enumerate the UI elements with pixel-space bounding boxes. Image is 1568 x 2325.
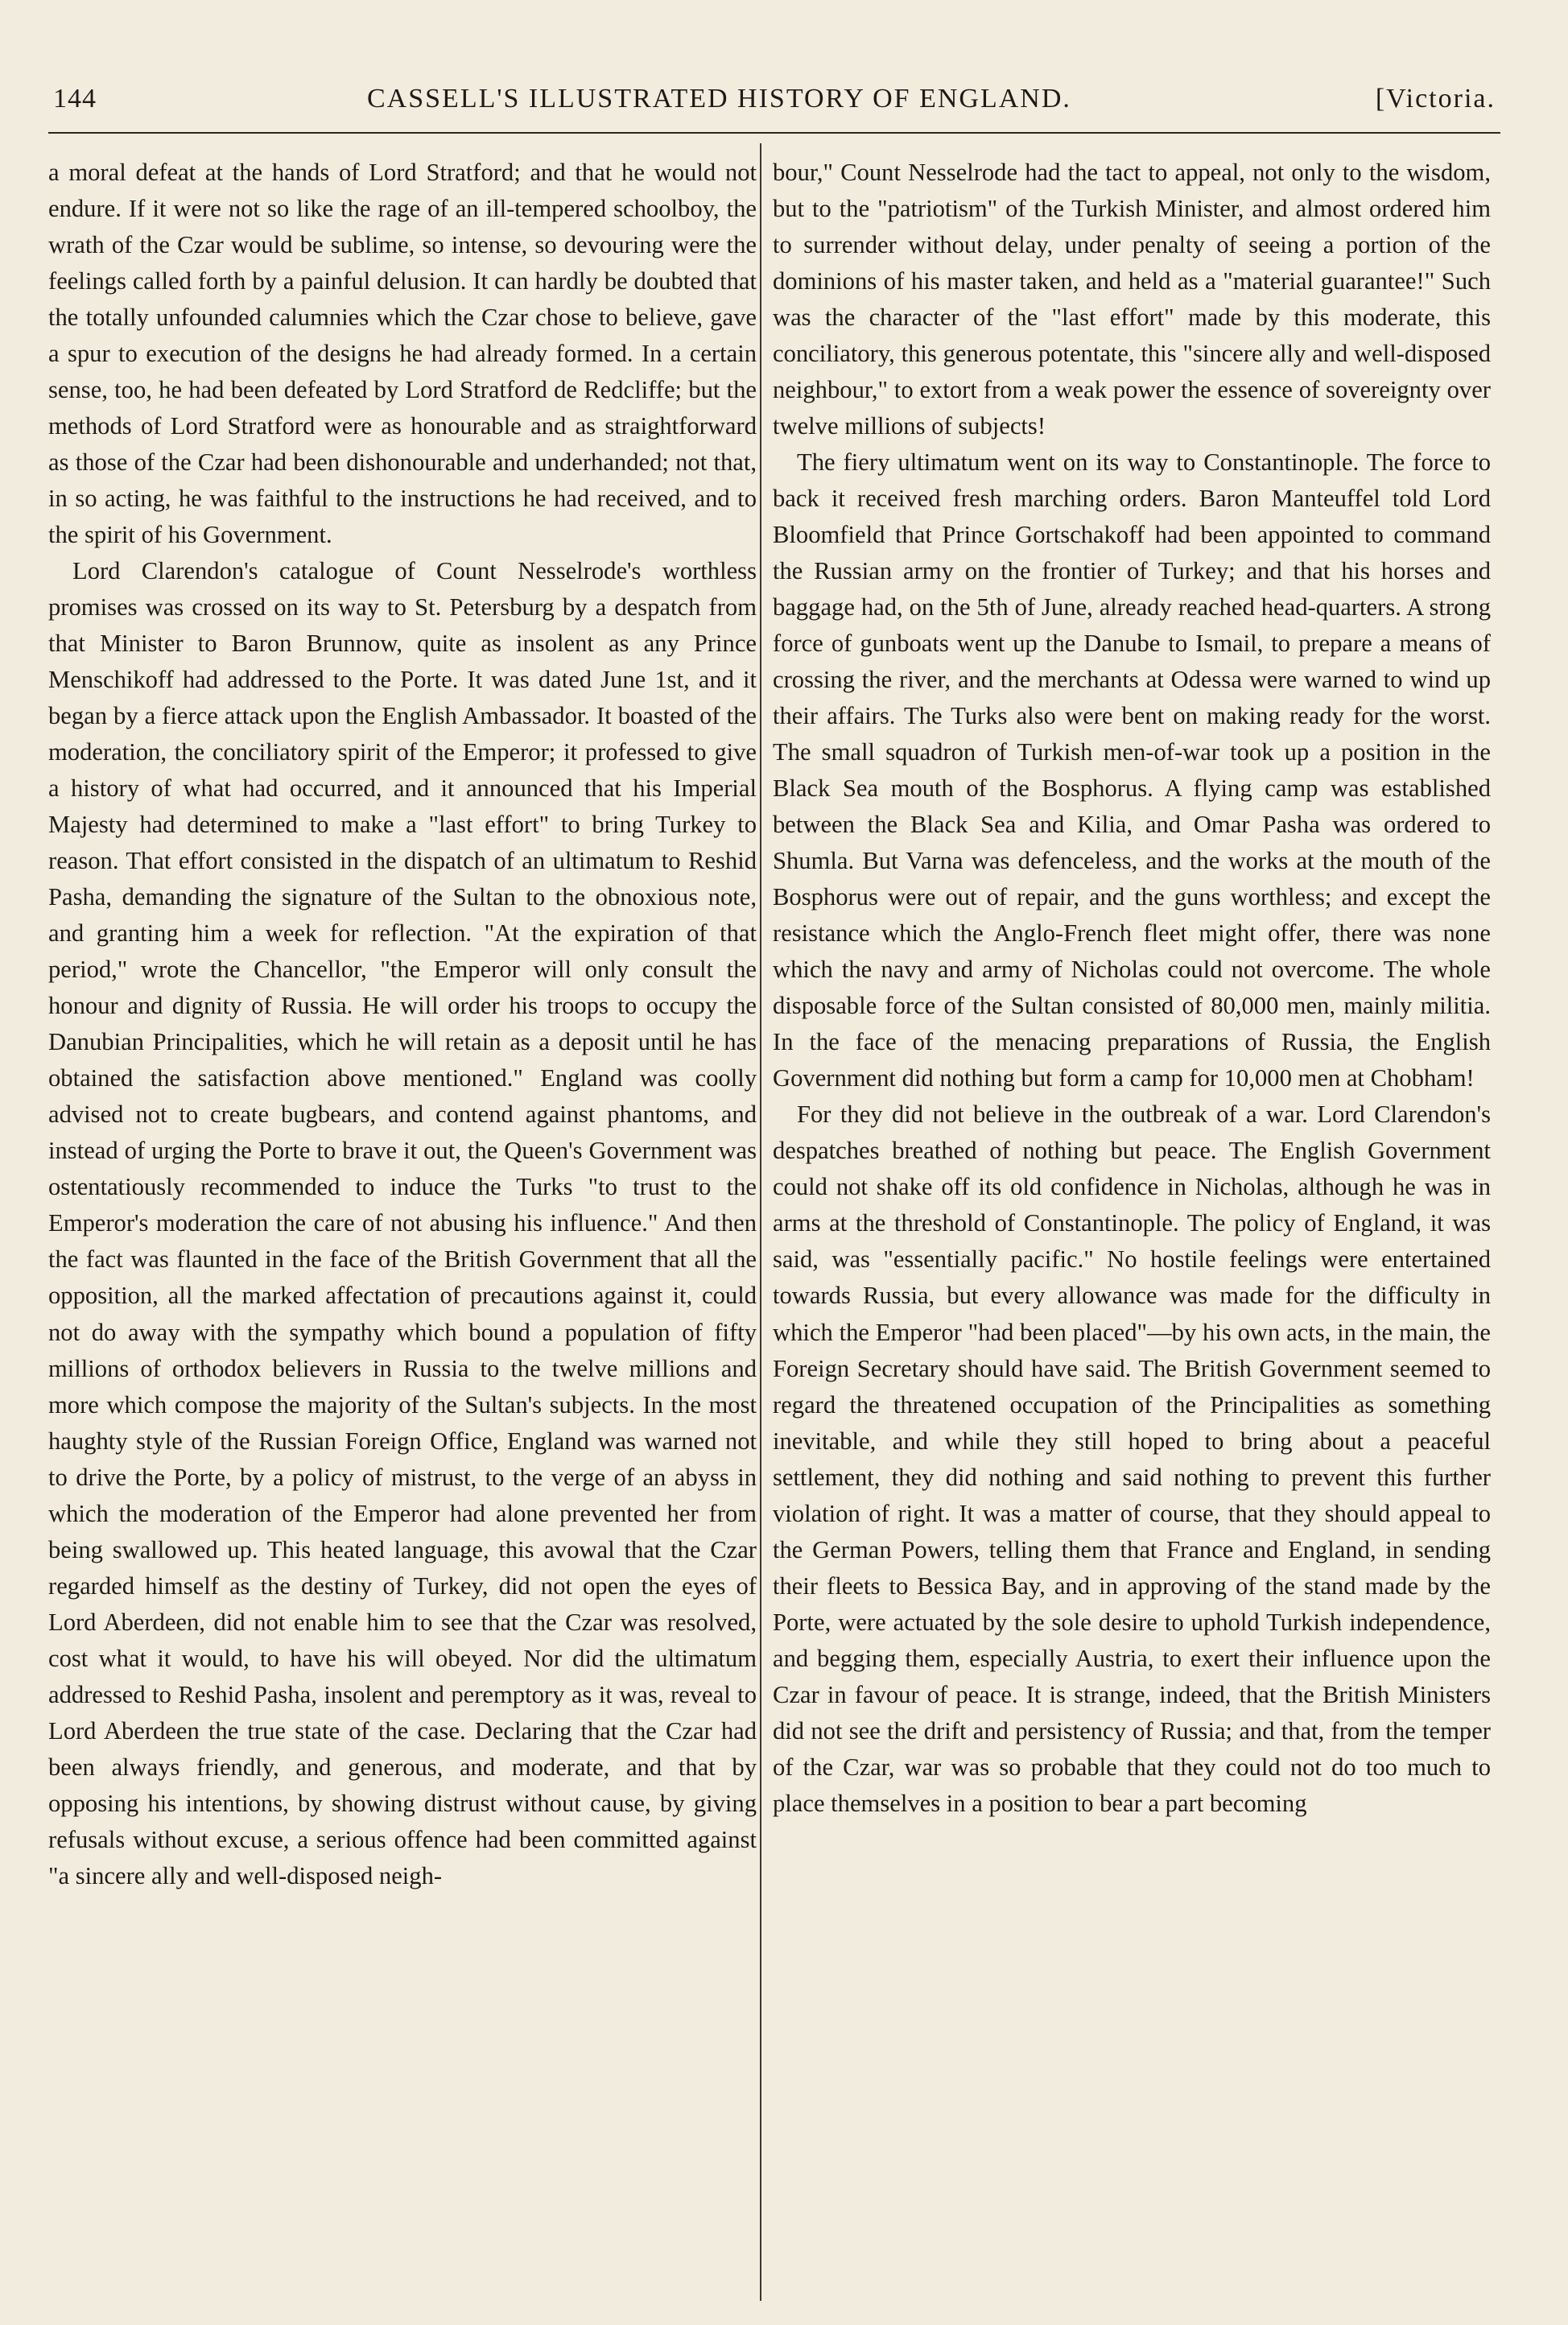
left-column bbox=[48, 155, 757, 1894]
column-divider bbox=[760, 143, 761, 2301]
running-head bbox=[53, 84, 1496, 124]
left-paragraph-1: a moral defeat at the hands of Lord Stratford; and that he would not endure. If it were not so like the rage of an ill-tempered schoolboy, the wrath of the Czar would be sublime, so intense, so devouring were the feelings called forth by a painful delusion. It can hardly be doubted that the totally unfounded calumnies which the Czar chose to believe, gave a spur to execution of the designs he had already formed. In a certain sense, too, he had been defeated by Lord Stratford de Redcliffe; but the methods of Lord Stratford were as honourable and as straightforward as those of the Czar had been dishonourable and underhanded; not that, in so acting, he was faithful to the instructions he had received, and to the spirit of his Government. bbox=[48, 159, 757, 549]
right-column bbox=[773, 155, 1491, 1822]
page-number: 144 bbox=[53, 84, 97, 114]
right-paragraph-3: For they did not believe in the outbreak of a war. Lord Clarendon's despatches breathed of nothing but peace. The English Government could not shake off its old confidence in Nicholas, although he was in arms at the threshold of Constantinople. The policy of England, it was said, was "essentially pacific." No hostile feelings were entertained towards Russia, but every allowance was made for the difficulty in which the Emperor "had been placed"—by his own acts, in the main, the Foreign Secretary should have said. The British Government seemed to regard the threatened occupation of the Principalities as something inevitable, and while they still hoped to bring about a peaceful settlement, they did nothing and said nothing to prevent this further violation of right. It was a matter of course, that they should appeal to the German Powers, telling them that France and England, in sending their fleets to Bessica Bay, and in approving of the stand made by the Porte, were actuated by the sole desire to uphold Turkish independence, and begging them, especially Austria, to exert their influence upon the Czar in favour of peace. It is strange, indeed, that the British Ministers did not see the drift and persistency of Russia; and that, from the temper of the Czar, war was so probable that they could not do too much to place themselves in a position to bear a part becoming bbox=[773, 1101, 1491, 1817]
left-paragraph-2: Lord Clarendon's catalogue of Count Nesselrode's worthless promises was crossed on its way to St. Petersburg by a despatch from that Minister to Baron Brunnow, quite as insolent as any Prince Menschikoff had addressed to the Porte. It was dated June 1st, and it began by a fierce attack upon the English Ambassador. It boasted of the moderation, the conciliatory spirit of the Emperor; it professed to give a history of what had occurred, and it announced that his Imperial Majesty had determined to make a "last effort" to bring Turkey to reason. That effort consisted in the dispatch of an ultimatum to Reshid Pasha, demanding the signature of the Sultan to the obnoxious note, and granting him a week for reflection. "At the expiration of that period," wrote the Chancellor, "the Emperor will only consult the honour and dignity of Russia. He will order his troops to occupy the Danubian Principalities, which he will retain as a deposit until he has obtained the satisfaction above mentioned." England was coolly advised not to create bugbears, and contend against phantoms, and instead of urging the Porte to brave it out, the Queen's Government was ostentatiously recommended to induce the Turks "to trust to the Emperor's moderation the care of not abusing his influence." And then the fact was flaunted in the face of the British Government that all the opposition, all the marked affectation of precautions against it, could not do away with the sympathy which bound a population of fifty millions of orthodox believers in Russia to the twelve millions and more which compose the majority of the Sultan's subjects. In the most haughty style of the Russian Foreign Office, England was warned not to drive the Porte, by a policy of mistrust, to the verge of an abyss in which the moderation of the Emperor had alone prevented her from being swallowed up. This heated language, this avowal that the Czar regarded himself as the destiny of Turkey, did not open the eyes of Lord Aberdeen, did not enable him to see that the Czar was resolved, cost what it would, to have his will obeyed. Nor did the ultimatum addressed to Reshid Pasha, insolent and peremptory as it was, reveal to Lord Aberdeen the true state of the case. Declaring that the Czar had been always friendly, and generous, and moderate, and that by opposing his intentions, by showing distrust without cause, by giving refusals without excuse, a serious offence had been committed against "a sincere ally and well-disposed neigh- bbox=[48, 557, 757, 1889]
running-title: CASSELL'S ILLUSTRATED HISTORY OF ENGLAND. bbox=[367, 84, 1071, 114]
section-title: [Victoria. bbox=[1375, 84, 1496, 114]
right-paragraph-1: bour," Count Nesselrode had the tact to appeal, not only to the wisdom, but to the "patriotism" of the Turkish Minister, and almost ordered him to surrender without delay, under penalty of seeing a portion of the dominions of his master taken, and held as a "material guarantee!" Such was the character of the "last effort" made by this moderate, this conciliatory, this generous potentate, this "sincere ally and well-disposed neighbour," to extort from a weak power the essence of sovereignty over twelve millions of subjects! bbox=[773, 159, 1491, 440]
right-paragraph-2: The fiery ultimatum went on its way to Constantinople. The force to back it received fresh marching orders. Baron Manteuffel told Lord Bloomfield that Prince Gortschakoff had been appointed to command the Russian army on the frontier of Turkey; and that his horses and baggage had, on the 5th of June, already reached head-quarters. A strong force of gunboats went up the Danube to Ismail, to prepare a means of crossing the river, and the merchants at Odessa were warned to wind up their affairs. The Turks also were bent on making ready for the worst. The small squadron of Turkish men-of-war took up a position in the Black Sea mouth of the Bosphorus. A flying camp was established between the Black Sea and Kilia, and Omar Pasha was ordered to Shumla. But Varna was defenceless, and the works at the mouth of the Bosphorus were out of repair, and the guns worthless; and except the resistance which the Anglo-French fleet might offer, there was none which the navy and army of Nicholas could not overcome. The whole disposable force of the Sultan consisted of 80,000 men, mainly militia. In the face of the menacing preparations of Russia, the English Government did nothing but form a camp for 10,000 men at Chobham! bbox=[773, 448, 1491, 1092]
header-rule bbox=[48, 132, 1500, 134]
